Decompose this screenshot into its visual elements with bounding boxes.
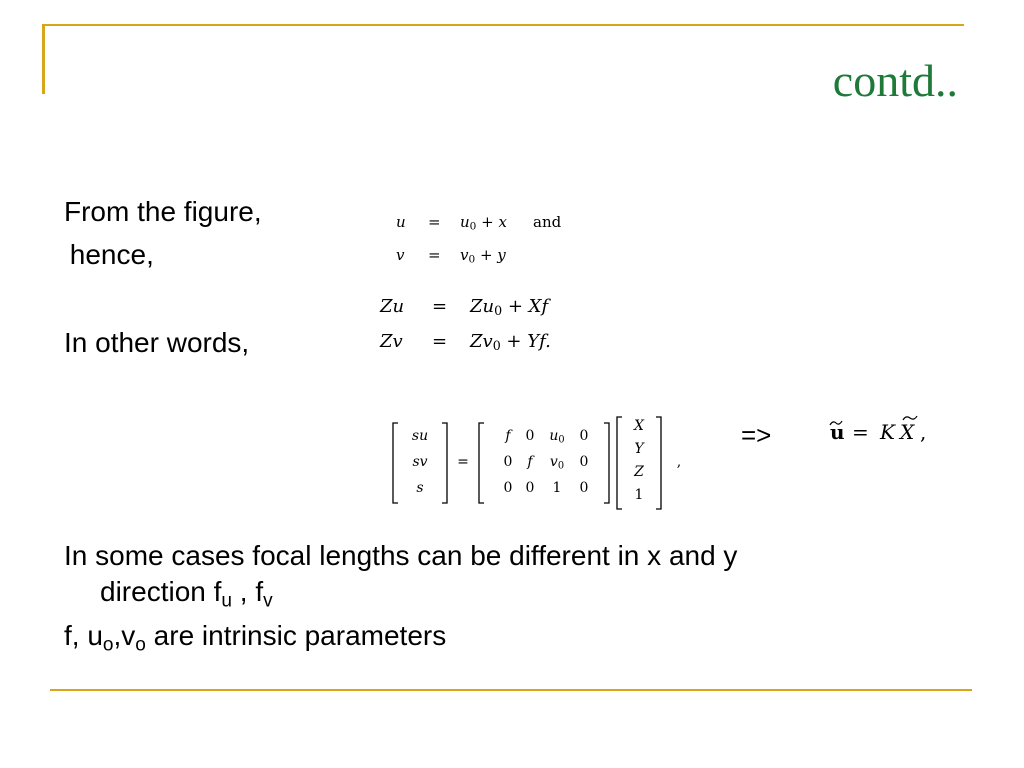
text-hence: hence,	[62, 239, 154, 270]
eq4-rhs-a: Zv	[470, 331, 493, 352]
slide-title: contd..	[832, 55, 958, 106]
x-tilde: X	[900, 420, 915, 444]
x-vec-2: Y	[634, 441, 644, 457]
frame-top-rule	[42, 24, 964, 26]
k-r3c2: 0	[525, 480, 535, 496]
text-intrinsic-parameters	[64, 622, 446, 655]
k-r1c3: $u_0$	[549, 428, 565, 446]
compact-equation	[828, 418, 948, 458]
text-comma-v: ,v	[113, 620, 136, 651]
u-tilde-letter: u	[830, 420, 845, 444]
text-from-the-figure: From the figure,	[64, 196, 262, 227]
eq2-rhs	[460, 246, 506, 266]
eq4-lhs: Zv	[380, 331, 403, 352]
text-focal-lengths-line1: In some cases focal lengths can be different in x and y	[64, 540, 738, 571]
lhs-su: su	[411, 428, 429, 444]
eq3-rhs-a: Zu	[470, 296, 495, 317]
eq3-lhs: Zu	[380, 296, 405, 317]
eq1-rhs-a: u	[460, 213, 470, 231]
k-r2c4: 0	[579, 454, 589, 470]
eq3-rhs-b: + Xf	[502, 296, 549, 317]
matrix-equation	[390, 416, 700, 512]
eq2-rhs-b: + y	[475, 246, 506, 264]
eq3-rel: =	[432, 296, 448, 317]
eq1-rel: =	[428, 213, 441, 231]
eq2-rhs-a: v	[460, 246, 469, 264]
compact-equals: =	[852, 420, 869, 444]
eq4-rel: =	[432, 331, 448, 352]
k-r2c2: f	[527, 454, 533, 470]
eq2-rel: =	[428, 246, 441, 264]
k-r3c3: 1	[552, 480, 562, 496]
eq1-and: and	[533, 213, 562, 231]
matrix-equals: =	[457, 454, 469, 470]
text-direction: direction f	[100, 576, 222, 607]
eq4-rhs-sub: 0	[492, 338, 501, 354]
matrix-comma: ,	[676, 454, 682, 470]
eq1-lhs: u	[396, 213, 406, 231]
eq3-rhs-sub: 0	[494, 303, 503, 319]
text-in-other-words: In other words,	[64, 327, 250, 358]
x-vec-4: 1	[634, 487, 644, 503]
text-comma-f: , f	[232, 576, 264, 607]
text-are-intrinsic: are intrinsic parameters	[145, 620, 447, 651]
text-sub-u: u	[221, 590, 232, 612]
frame-left-rule	[42, 24, 45, 94]
x-vec-1: X	[634, 418, 644, 434]
text-sub-o-1: o	[102, 634, 114, 656]
frame-bottom-rule	[50, 689, 972, 691]
k-r3c1: 0	[503, 480, 513, 496]
k-r2c1: 0	[503, 454, 513, 470]
eq1-rhs-b: + x	[476, 213, 507, 231]
k-r1c2: 0	[525, 428, 535, 444]
eq3-rhs	[470, 296, 548, 318]
eq1-rhs	[460, 213, 507, 233]
lhs-sv: sv	[412, 454, 428, 470]
k-r2c3: $v_0$	[549, 454, 565, 472]
eq1-rhs-sub: 0	[469, 220, 477, 233]
x-tilde-mark	[902, 414, 918, 422]
implies-arrow: =>	[741, 420, 772, 450]
eq2-rhs-sub: 0	[468, 253, 476, 266]
text-sub-v: v	[263, 590, 273, 612]
compact-k: K	[880, 420, 895, 444]
lhs-s: s	[416, 480, 424, 496]
k-r1c4: 0	[579, 428, 589, 444]
text-focal-lengths-line2	[100, 578, 273, 611]
eq4-rhs	[470, 331, 551, 353]
text-sub-o-2: o	[135, 634, 146, 656]
u-tilde-mark	[829, 419, 843, 427]
k-r3c4: 0	[579, 480, 589, 496]
compact-comma: ,	[920, 420, 927, 444]
text-f-u: f, u	[64, 620, 103, 651]
k-r1c1: f	[505, 428, 511, 444]
eq4-rhs-b: + Yf.	[500, 331, 551, 352]
x-vec-3: Z	[634, 464, 644, 480]
eq2-lhs: v	[396, 246, 405, 264]
